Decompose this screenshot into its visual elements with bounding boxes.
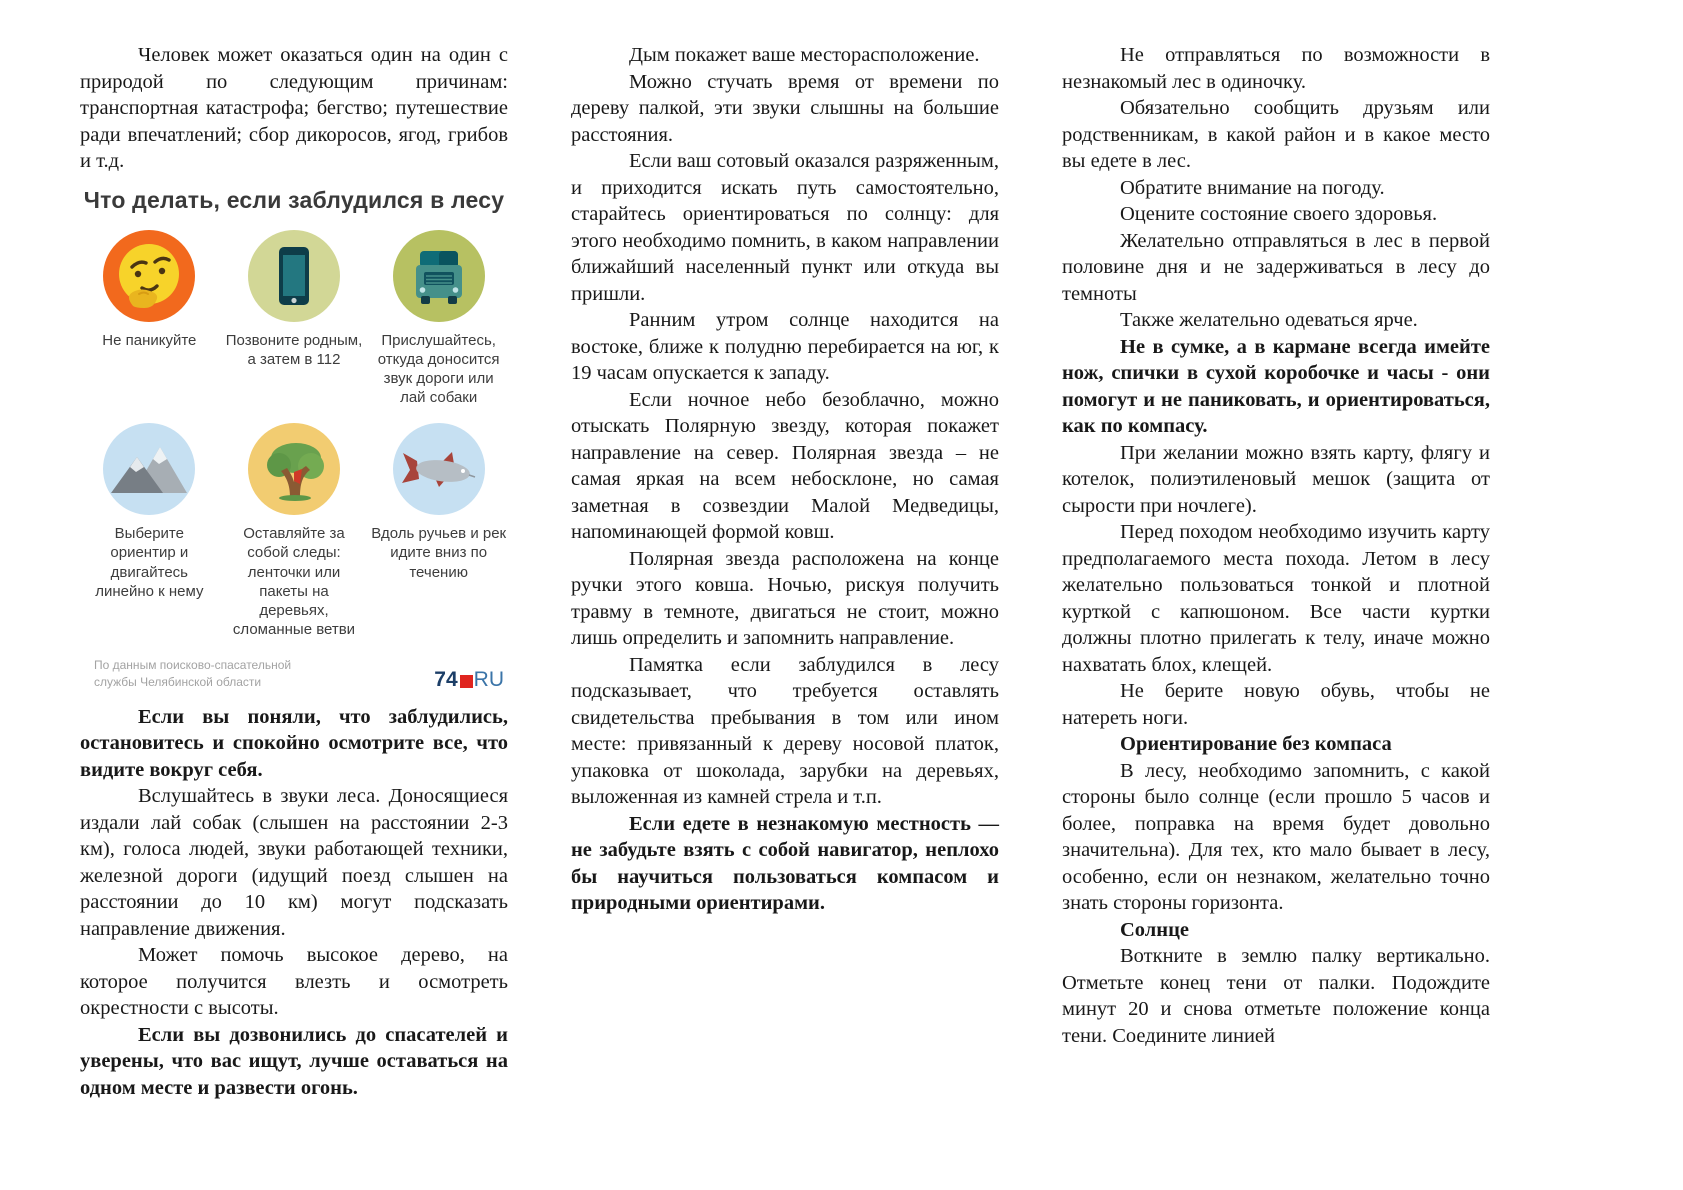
- paragraph: При желании можно взять карту, флягу и котелок, полиэтиленовый мешок (защита от сырости при ночлеге).: [1062, 441, 1490, 517]
- paragraph: Памятка если заблудился в лесу подсказывает, что требуется оставлять свидетельства пребывания в том или ином месте: привязанный к дереву носовой платок, упаковка от шоколада, зарубки на деревьях, выложенная из камней стрела и т.п.: [571, 653, 999, 808]
- paragraph: Оцените состояние своего здоровья.: [1120, 203, 1438, 225]
- paragraph: Может помочь высокое дерево, на которое получится влезть и осмотреть окрестности с высоты.: [80, 944, 508, 1020]
- infographic-step-marks: [225, 423, 364, 639]
- infographic-source: [94, 657, 291, 689]
- source-line-1: По данным поисково-спасательной: [94, 658, 292, 673]
- infographic-caption: Оставляйте за собой следы: ленточки или пакеты на деревьях, сломанные ветви: [232, 525, 356, 639]
- infographic-caption: Не паникуйте: [102, 331, 197, 349]
- 74ru-logo: [434, 669, 504, 690]
- logo-number: 74: [434, 667, 458, 691]
- paragraph: Воткните в землю палку вертикально. Отметьте конец тени от палки. Подождите минут 20 и снова отметьте положение конца тени. Соедините линией: [1062, 945, 1490, 1047]
- infographic-title: Что делать, если заблудился в лесу: [83, 186, 505, 213]
- paragraph: Обратите внимание на погоду.: [1120, 176, 1385, 199]
- paragraph: Не отправляться по возможности в незнакомый лес в одиночку.: [1062, 44, 1490, 93]
- mountains-icon: [103, 423, 195, 515]
- column-left: [80, 42, 508, 1101]
- column-right: [1062, 42, 1490, 1101]
- truck-icon: [393, 230, 485, 322]
- paragraph: Ранним утром солнце находится на востоке, ближе к полудню перебирается на юг, к 19 часам опускается к западу.: [571, 309, 999, 384]
- column-middle: [571, 42, 999, 1101]
- infographic-step-dont-panic: [80, 230, 219, 408]
- paragraph: Если едете в незнакомую местность — не забудьте взять с собой навигатор, неплохо бы научиться пользоваться компасом и природными ориентирами.: [571, 812, 999, 914]
- intro-rest: по следующим причинам: транспортная катастрофа; бегство; путешествие ради впечатлений; сбор дикоросов, ягод, грибов и т.д.: [80, 70, 508, 172]
- paragraph: Также желательно одеваться ярче.: [1120, 309, 1418, 331]
- fish-icon: [393, 423, 485, 515]
- infographic-step-call: [225, 230, 364, 408]
- paragraph: Желательно отправляться в лес в первой половине дня и не задерживаться в лесу до темноты: [1062, 229, 1490, 305]
- paragraph: Не берите новую обувь, чтобы не натереть ноги.: [1062, 680, 1490, 729]
- infographic-grid: [80, 230, 508, 640]
- infographic-caption: Позвоните родным, а затем в 112: [225, 331, 363, 368]
- infographic-footer: [80, 657, 508, 689]
- intro-bold-lead: Человек может оказаться один на один с природой: [80, 44, 508, 93]
- paragraph: Вслушайтесь в звуки леса. Доносящиеся издали лай собак (слышен на расстоянии 2-3 км), голоса людей, звуки работающей техники, железной дороги (идущий поезд слышен на расстоянии до 10 км) могут подсказать направление движения.: [80, 785, 508, 940]
- infographic-caption: Прислушайтесь, откуда доносится звук дороги или лай собаки: [377, 331, 500, 407]
- paragraph: Если вы поняли, что заблудились, остановитесь и спокойно осмотрите все, что видите вокруг себя.: [80, 705, 508, 781]
- paragraph: Не в сумке, а в кармане всегда имейте нож, спички в сухой коробочке и часы - они помогут и не паниковать, и ориентироваться, как по компасу.: [1062, 335, 1490, 437]
- paragraph: Обязательно сообщить друзьям или родственникам, в какой район и в какое место вы едете в лес.: [1062, 97, 1490, 172]
- section-heading: Солнце: [1120, 918, 1190, 941]
- infographic-step-river: [369, 423, 508, 639]
- thinking-face-icon: [103, 230, 195, 322]
- logo-ru: RU: [473, 667, 504, 691]
- paragraph: Дым покажет ваше месторасположение.: [629, 44, 980, 66]
- tree-icon: [248, 423, 340, 515]
- section-heading: Ориентирование без компаса: [1120, 733, 1392, 755]
- paragraph: Если ночное небо безоблачно, можно отыскать Полярную звезду, которая покажет направление на север. Полярная звезда – не самая яркая на всем небосклоне, но самая заметная в созвездии Малой Медведицы, напоминающей формой ковш.: [571, 388, 999, 543]
- paragraph: Можно стучать время от времени по дереву палкой, эти звуки слышны на большие расстояния.: [571, 70, 999, 146]
- source-line-2: службы Челябинской области: [94, 674, 262, 689]
- infographic-step-listen: [369, 230, 508, 408]
- paragraph: Перед походом необходимо изучить карту предполагаемого места похода. Летом в лесу желательно пользоваться тонкой и плотной курткой с капюшоном. Все части куртки должны плотно прилегать к телу, иначе можно нахватать блох, клещей.: [1062, 521, 1490, 676]
- paragraph: Если вы дозвонились до спасателей и уверены, что вас ищут, лучше оставаться на одном месте и развести огонь.: [80, 1023, 508, 1099]
- phone-icon: [248, 230, 340, 322]
- infographic-caption: Выберите ориентир и двигайтесь линейно к нему: [95, 525, 204, 600]
- logo-red-square-icon: [460, 675, 473, 688]
- infographic-caption: Вдоль ручьев и рек идите вниз по течению: [371, 525, 507, 581]
- infographic-step-landmark: [80, 423, 219, 639]
- paragraph: В лесу, необходимо запомнить, с какой стороны было солнце (если прошло 5 часов и более, поправка на время будет довольно значительна). Для тех, кто мало бывает в лесу, особенно, если он незнаком, желательно точно знать стороны горизонта.: [1062, 759, 1490, 914]
- paragraph: Полярная звезда расположена на конце ручки этого ковша. Ночью, рискуя получить травму в темноте, двигаться не стоит, можно лишь определить и запомнить направление.: [571, 547, 999, 649]
- intro-paragraph: [80, 42, 508, 175]
- paragraph: Если ваш сотовый оказался разряженным, и приходится искать путь самостоятельно, старайтесь ориентироваться по солнцу: для этого необходимо помнить, в каком направлении ближайший населенный пункт или откуда вы пришли.: [571, 150, 999, 305]
- infographic: [80, 187, 508, 690]
